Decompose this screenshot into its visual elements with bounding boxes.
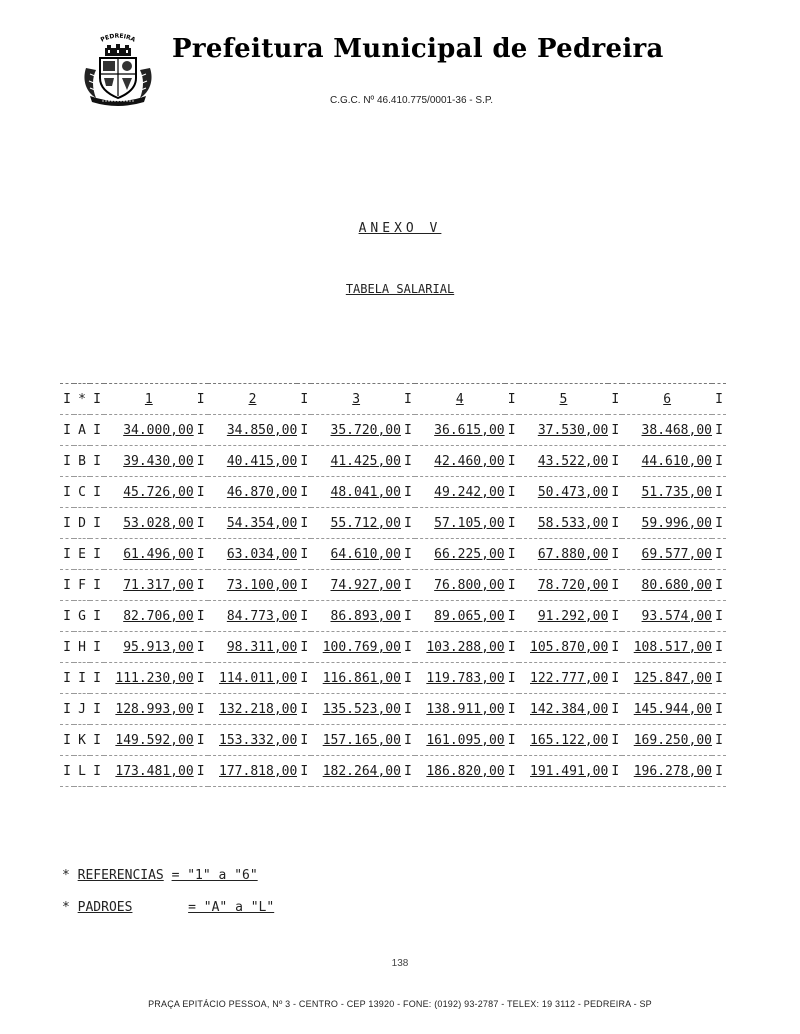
table-separator: I <box>90 477 104 508</box>
table-separator: I <box>297 384 311 415</box>
table-separator: I <box>90 570 104 601</box>
salary-cell: 125.847,00 <box>622 663 712 694</box>
salary-cell: 103.288,00 <box>415 632 505 663</box>
column-header: 2 <box>208 384 298 415</box>
table-separator: I <box>60 570 74 601</box>
row-level-label: I <box>74 663 90 694</box>
table-separator: I <box>712 601 726 632</box>
table-row <box>60 632 726 663</box>
table-separator: I <box>60 632 74 663</box>
table-separator: I <box>90 415 104 446</box>
table-row <box>60 508 726 539</box>
salary-cell: 39.430,00 <box>104 446 194 477</box>
table-separator: I <box>608 725 622 756</box>
table-separator: I <box>401 725 415 756</box>
salary-cell: 36.615,00 <box>415 415 505 446</box>
table-separator: I <box>90 446 104 477</box>
table-separator: I <box>712 539 726 570</box>
salary-cell: 53.028,00 <box>104 508 194 539</box>
table-separator: I <box>60 477 74 508</box>
table-separator: I <box>194 539 208 570</box>
corner-marker: * <box>74 384 90 415</box>
table-separator: I <box>712 508 726 539</box>
table-separator: I <box>712 663 726 694</box>
row-level-label: H <box>74 632 90 663</box>
salary-cell: 66.225,00 <box>415 539 505 570</box>
salary-cell: 40.415,00 <box>208 446 298 477</box>
salary-cell: 44.610,00 <box>622 446 712 477</box>
table-separator: I <box>194 663 208 694</box>
table-separator: I <box>505 508 519 539</box>
salary-cell: 122.777,00 <box>519 663 609 694</box>
column-header: 1 <box>104 384 194 415</box>
table-separator: I <box>505 384 519 415</box>
table-separator: I <box>608 446 622 477</box>
coat-of-arms-logo <box>78 28 158 106</box>
table-separator: I <box>194 601 208 632</box>
table-separator: I <box>505 415 519 446</box>
table-separator: I <box>194 384 208 415</box>
salary-cell: 34.850,00 <box>208 415 298 446</box>
salary-cell: 57.105,00 <box>415 508 505 539</box>
salary-cell: 86.893,00 <box>311 601 401 632</box>
table-separator: I <box>505 446 519 477</box>
table-separator: I <box>297 446 311 477</box>
table-separator: I <box>60 663 74 694</box>
salary-cell: 73.100,00 <box>208 570 298 601</box>
table-separator: I <box>297 477 311 508</box>
table-separator: I <box>608 384 622 415</box>
table-separator: I <box>60 694 74 725</box>
table-separator: I <box>401 663 415 694</box>
table-separator: I <box>60 539 74 570</box>
salary-cell: 42.460,00 <box>415 446 505 477</box>
row-level-label: D <box>74 508 90 539</box>
salary-cell: 186.820,00 <box>415 756 505 787</box>
salary-cell: 37.530,00 <box>519 415 609 446</box>
page-number: 138 <box>391 958 409 969</box>
table-separator: I <box>194 415 208 446</box>
table-separator: I <box>505 756 519 787</box>
table-separator: I <box>297 756 311 787</box>
table-separator: I <box>194 477 208 508</box>
note-padroes <box>62 900 274 915</box>
table-separator: I <box>60 601 74 632</box>
salary-cell: 67.880,00 <box>519 539 609 570</box>
table-separator: I <box>505 725 519 756</box>
table-separator: I <box>401 384 415 415</box>
salary-cell: 138.911,00 <box>415 694 505 725</box>
table-separator: I <box>608 663 622 694</box>
table-separator: I <box>505 539 519 570</box>
table-separator: I <box>60 384 74 415</box>
table-separator: I <box>297 601 311 632</box>
salary-cell: 153.332,00 <box>208 725 298 756</box>
salary-cell: 165.122,00 <box>519 725 609 756</box>
row-level-label: C <box>74 477 90 508</box>
table-separator: I <box>401 756 415 787</box>
table-row <box>60 694 726 725</box>
note-text: = "1" a "6" <box>171 868 258 883</box>
table-row <box>60 601 726 632</box>
table-separator: I <box>194 725 208 756</box>
table-separator: I <box>90 384 104 415</box>
note-label: REFERENCIAS <box>77 868 164 883</box>
salary-cell: 61.496,00 <box>104 539 194 570</box>
salary-cell: 38.468,00 <box>622 415 712 446</box>
table-separator: I <box>60 446 74 477</box>
salary-cell: 58.533,00 <box>519 508 609 539</box>
salary-cell: 74.927,00 <box>311 570 401 601</box>
annex-title <box>0 221 800 236</box>
table-row <box>60 477 726 508</box>
table-separator: I <box>297 663 311 694</box>
table-row <box>60 663 726 694</box>
table-separator: I <box>90 539 104 570</box>
salary-cell: 182.264,00 <box>311 756 401 787</box>
salary-cell: 89.065,00 <box>415 601 505 632</box>
table-separator: I <box>608 632 622 663</box>
column-header: 4 <box>415 384 505 415</box>
salary-cell: 80.680,00 <box>622 570 712 601</box>
salary-cell: 119.783,00 <box>415 663 505 694</box>
row-level-label: L <box>74 756 90 787</box>
salary-cell: 191.491,00 <box>519 756 609 787</box>
salary-cell: 55.712,00 <box>311 508 401 539</box>
table-separator: I <box>608 477 622 508</box>
table-row <box>60 539 726 570</box>
table-separator: I <box>505 477 519 508</box>
salary-cell: 50.473,00 <box>519 477 609 508</box>
salary-cell: 91.292,00 <box>519 601 609 632</box>
table-separator: I <box>712 384 726 415</box>
salary-cell: 98.311,00 <box>208 632 298 663</box>
salary-cell: 116.861,00 <box>311 663 401 694</box>
salary-cell: 161.095,00 <box>415 725 505 756</box>
salary-cell: 100.769,00 <box>311 632 401 663</box>
table-separator: I <box>505 570 519 601</box>
table-separator: I <box>608 415 622 446</box>
table-separator: I <box>194 756 208 787</box>
salary-cell: 82.706,00 <box>104 601 194 632</box>
table-separator: I <box>401 570 415 601</box>
salary-cell: 95.913,00 <box>104 632 194 663</box>
salary-cell: 145.944,00 <box>622 694 712 725</box>
table-separator: I <box>60 415 74 446</box>
cgc-number: C.G.C. Nº 46.410.775/0001-36 - S.P. <box>330 95 494 106</box>
table-row <box>60 570 726 601</box>
table-separator: I <box>60 756 74 787</box>
table-separator: I <box>401 415 415 446</box>
salary-cell: 64.610,00 <box>311 539 401 570</box>
crest-top-text: PEDREIRA <box>99 32 137 44</box>
note-marker: * <box>62 900 70 915</box>
footer-address: PRAÇA EPITÁCIO PESSOA, Nº 3 - CENTRO - CEP 13920 - FONE: (0192) 93-2787 - TELEX: 19 3112 - PEDREIRA - SP <box>148 999 652 1009</box>
table-separator: I <box>194 508 208 539</box>
table-separator: I <box>505 694 519 725</box>
table-separator: I <box>90 756 104 787</box>
salary-cell: 157.165,00 <box>311 725 401 756</box>
salary-cell: 169.250,00 <box>622 725 712 756</box>
salary-cell: 111.230,00 <box>104 663 194 694</box>
salary-cell: 48.041,00 <box>311 477 401 508</box>
salary-cell: 63.034,00 <box>208 539 298 570</box>
row-level-label: J <box>74 694 90 725</box>
salary-cell: 78.720,00 <box>519 570 609 601</box>
salary-cell: 93.574,00 <box>622 601 712 632</box>
table-separator: I <box>401 508 415 539</box>
table-separator: I <box>297 694 311 725</box>
table-row <box>60 415 726 446</box>
note-referencias <box>62 868 258 883</box>
table-separator: I <box>505 601 519 632</box>
table-separator: I <box>60 508 74 539</box>
salary-cell: 196.278,00 <box>622 756 712 787</box>
table-separator: I <box>401 601 415 632</box>
salary-cell: 105.870,00 <box>519 632 609 663</box>
table-separator: I <box>401 632 415 663</box>
salary-cell: 114.011,00 <box>208 663 298 694</box>
table-separator: I <box>608 508 622 539</box>
table-header-row <box>60 384 726 415</box>
salary-cell: 69.577,00 <box>622 539 712 570</box>
table-separator: I <box>712 570 726 601</box>
table-separator: I <box>297 539 311 570</box>
table-separator: I <box>401 446 415 477</box>
table-separator: I <box>505 632 519 663</box>
row-level-label: F <box>74 570 90 601</box>
salary-cell: 51.735,00 <box>622 477 712 508</box>
table-separator: I <box>194 570 208 601</box>
salary-cell: 84.773,00 <box>208 601 298 632</box>
row-level-label: G <box>74 601 90 632</box>
column-header: 5 <box>519 384 609 415</box>
salary-cell: 35.720,00 <box>311 415 401 446</box>
salary-cell: 108.517,00 <box>622 632 712 663</box>
table-separator: I <box>297 632 311 663</box>
salary-cell: 177.818,00 <box>208 756 298 787</box>
salary-cell: 135.523,00 <box>311 694 401 725</box>
table-separator: I <box>608 539 622 570</box>
table-separator: I <box>90 725 104 756</box>
svg-text:PEDREIRA <box>100 33 137 44</box>
table-separator: I <box>712 725 726 756</box>
table-separator: I <box>712 694 726 725</box>
salary-table <box>60 383 726 787</box>
table-separator: I <box>90 601 104 632</box>
table-separator: I <box>712 446 726 477</box>
row-level-label: A <box>74 415 90 446</box>
salary-cell: 49.242,00 <box>415 477 505 508</box>
annex-title-text: ANEXO V <box>358 221 442 236</box>
table-separator: I <box>297 725 311 756</box>
table-separator: I <box>194 632 208 663</box>
salary-cell: 45.726,00 <box>104 477 194 508</box>
table-row <box>60 725 726 756</box>
table-separator: I <box>608 694 622 725</box>
table-separator: I <box>90 508 104 539</box>
table-separator: I <box>194 446 208 477</box>
table-title: TABELA SALARIAL <box>345 282 455 296</box>
table-separator: I <box>401 477 415 508</box>
table-separator: I <box>401 694 415 725</box>
table-separator: I <box>401 539 415 570</box>
row-level-label: E <box>74 539 90 570</box>
row-level-label: K <box>74 725 90 756</box>
salary-cell: 41.425,00 <box>311 446 401 477</box>
salary-cell: 43.522,00 <box>519 446 609 477</box>
table-separator: I <box>297 508 311 539</box>
table-separator: I <box>505 663 519 694</box>
salary-cell: 46.870,00 <box>208 477 298 508</box>
table-separator: I <box>194 694 208 725</box>
salary-cell: 59.996,00 <box>622 508 712 539</box>
note-text: = "A" a "L" <box>188 900 275 915</box>
salary-cell: 76.800,00 <box>415 570 505 601</box>
salary-cell: 149.592,00 <box>104 725 194 756</box>
table-separator: I <box>90 632 104 663</box>
salary-cell: 132.218,00 <box>208 694 298 725</box>
page-title: Prefeitura Municipal de Pedreira <box>172 34 664 64</box>
table-row <box>60 446 726 477</box>
table-separator: I <box>608 570 622 601</box>
table-separator: I <box>712 632 726 663</box>
table-separator: I <box>297 570 311 601</box>
salary-cell: 54.354,00 <box>208 508 298 539</box>
table-separator: I <box>608 756 622 787</box>
salary-cell: 142.384,00 <box>519 694 609 725</box>
salary-cell: 173.481,00 <box>104 756 194 787</box>
column-header: 6 <box>622 384 712 415</box>
table-separator: I <box>712 477 726 508</box>
row-level-label: B <box>74 446 90 477</box>
table-separator: I <box>297 415 311 446</box>
salary-table-body <box>60 415 726 787</box>
table-separator: I <box>608 601 622 632</box>
table-separator: I <box>712 415 726 446</box>
table-separator: I <box>60 725 74 756</box>
table-separator: I <box>90 663 104 694</box>
note-label: PADROES <box>77 900 133 915</box>
salary-cell: 128.993,00 <box>104 694 194 725</box>
salary-cell: 71.317,00 <box>104 570 194 601</box>
column-header: 3 <box>311 384 401 415</box>
table-row <box>60 756 726 787</box>
note-marker: * <box>62 868 70 883</box>
table-separator: I <box>712 756 726 787</box>
salary-cell: 34.000,00 <box>104 415 194 446</box>
table-separator: I <box>90 694 104 725</box>
